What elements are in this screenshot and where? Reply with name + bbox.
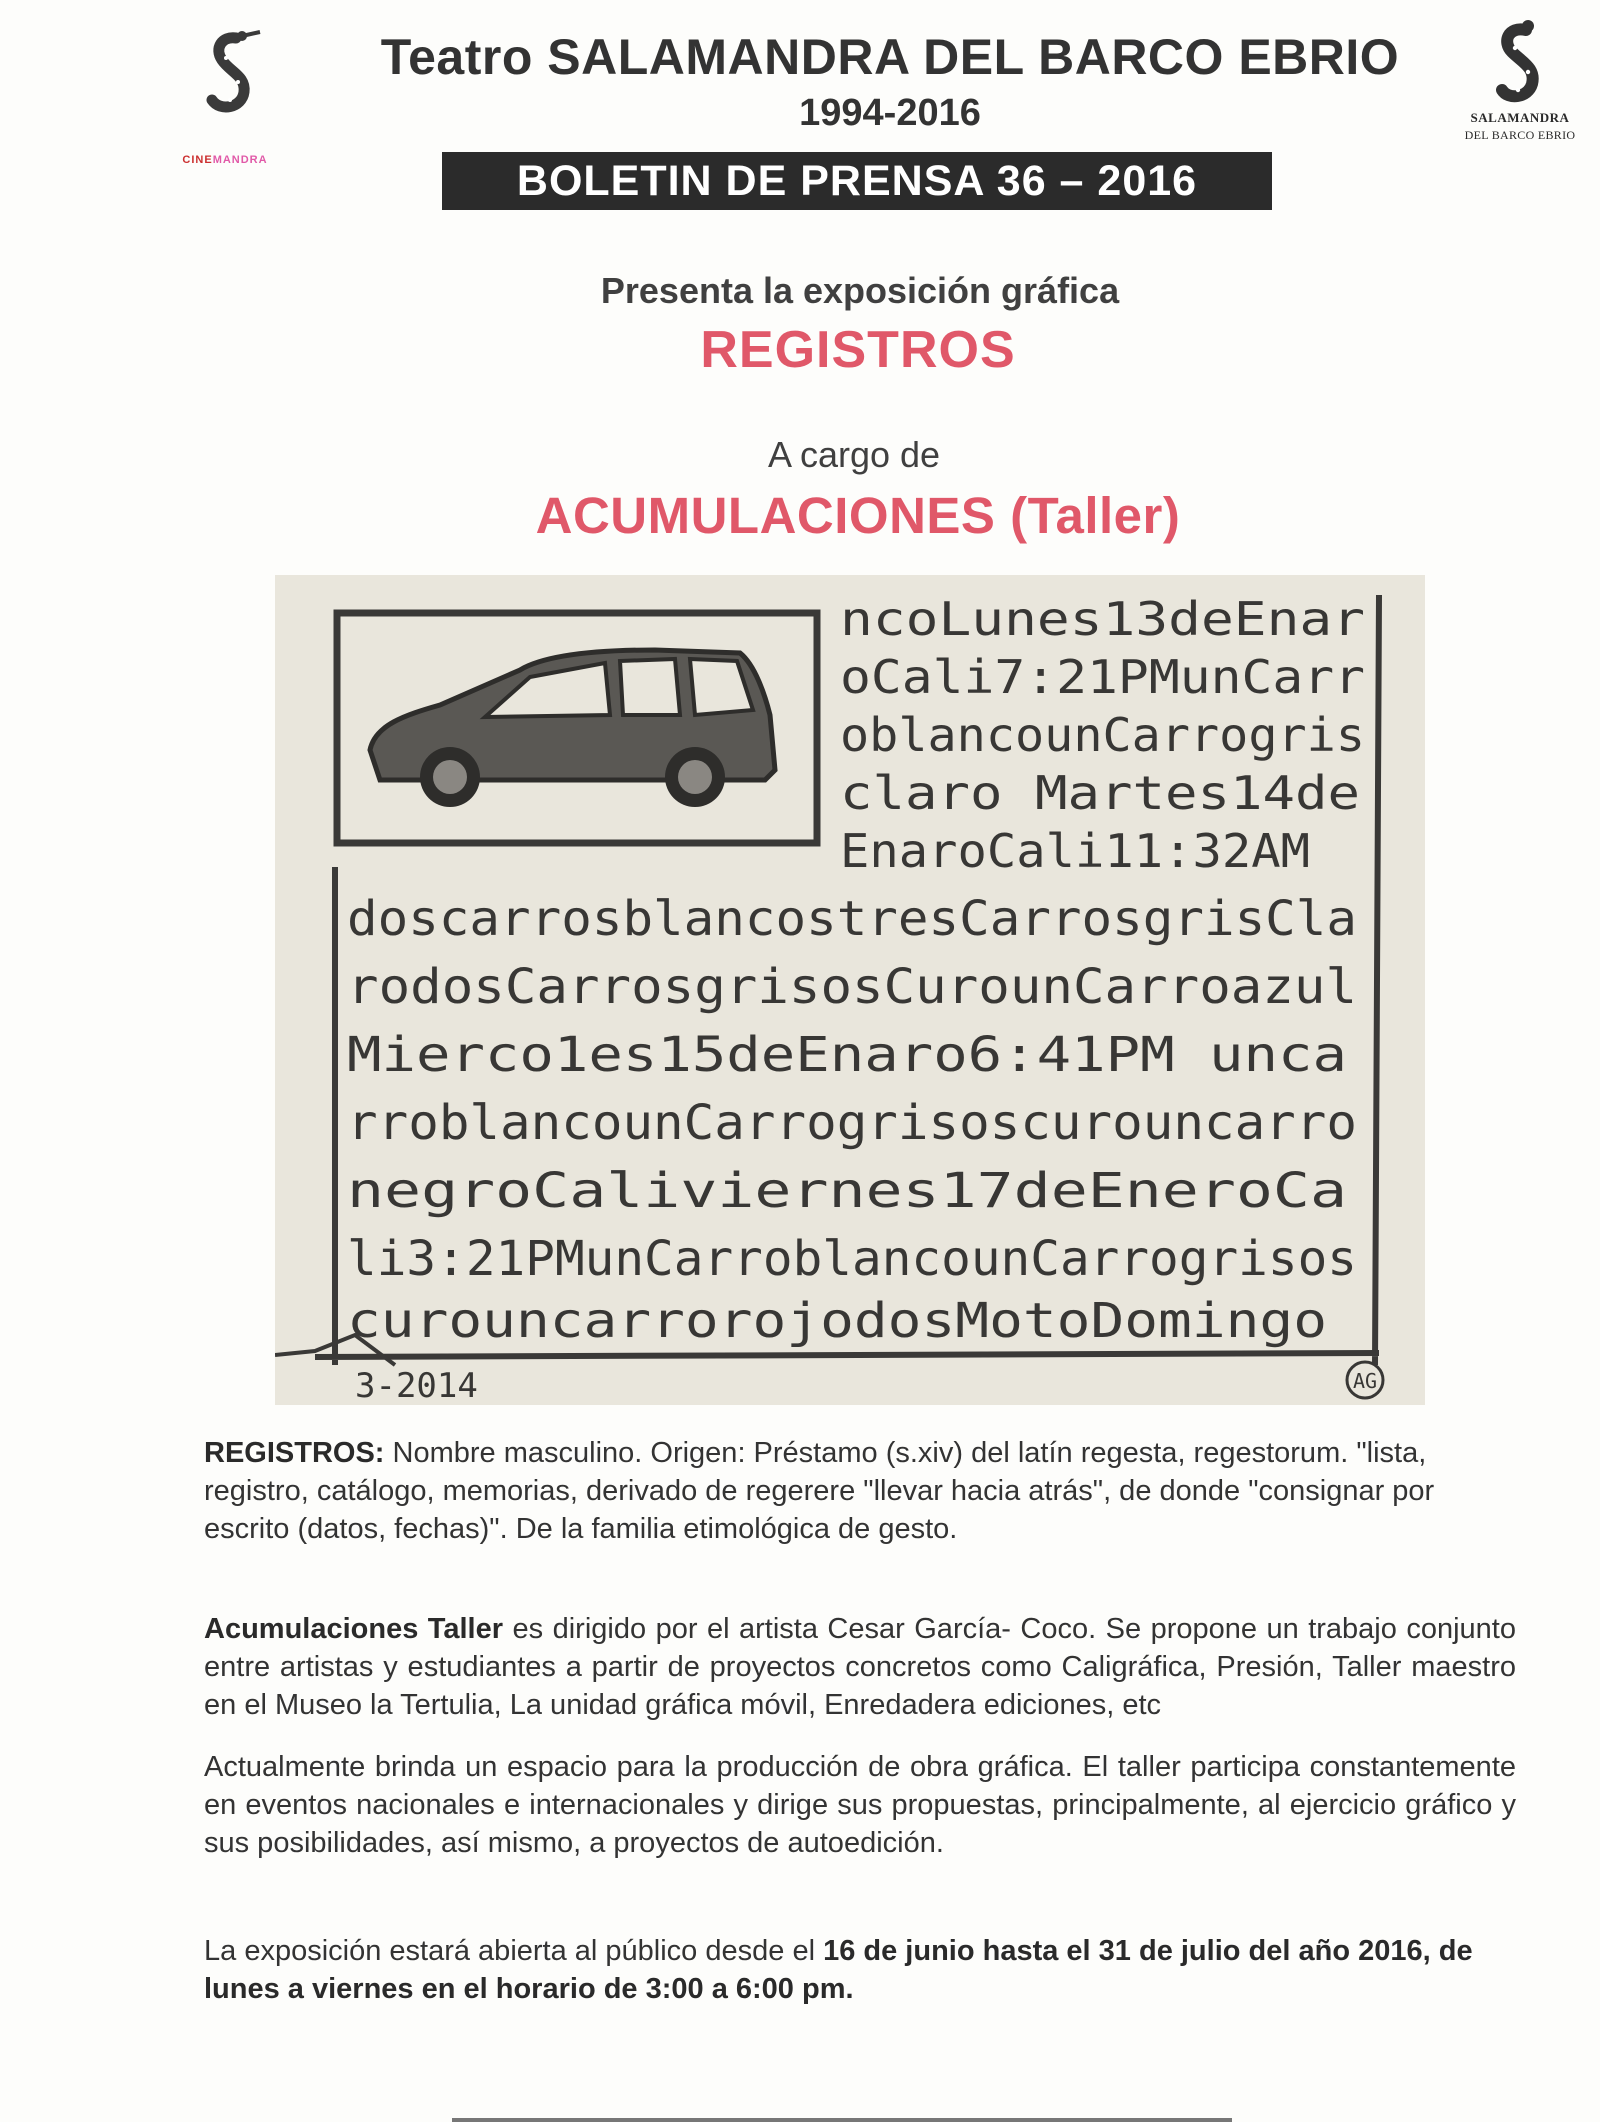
handwritten-line: oCali7:21PMunCarr <box>840 650 1365 704</box>
about-lead: Acumulaciones Taller <box>204 1613 504 1645</box>
handwritten-line: rroblancounCarrogrisoscurouncarro <box>347 1095 1357 1151</box>
definition-term: REGISTROS: <box>204 1437 385 1469</box>
handwritten-line: rodosCarrosgrisosCurounCarroazul <box>347 959 1357 1015</box>
salamandra-wordmark: SALAMANDRA <box>1470 110 1570 125</box>
artwork-date: 3-2014 <box>355 1366 478 1405</box>
current-paragraph: Actualmente brinda un espacio para la producción de obra gráfica. El taller participa constantemente en eventos nacionales e internacionales y dirige sus propuestas, principalmente, al ejercicio gráfico y sus posibilidades, así mismo, a proyectos de autoedición. <box>204 1751 1516 1859</box>
cinemandra-wordmark <box>150 154 300 166</box>
theater-years: 1994-2016 <box>799 92 981 134</box>
salamander-icon <box>202 30 262 118</box>
wordmark-part1: CINE <box>182 154 213 166</box>
monogram-text: AG <box>1353 1369 1378 1393</box>
about-text: es dirigido por el artista Cesar García- Coco. Se propone un trabajo conjunto entre artistas y estudiantes a partir de proyectos concretos como Caligráfica, Presión, Taller maestro en el Museo la Tertulia, La unidad gráfica móvil, Enredadera ediciones, etc <box>204 1613 1516 1721</box>
by-label: A cargo de <box>767 434 941 475</box>
handwritten-line: Mierco1es15deEnaro6:41PM unca <box>347 1027 1347 1083</box>
handwritten-line: li3:21PMunCarroblancounCarrogrisos <box>347 1231 1357 1287</box>
schedule-paragraph <box>204 1932 1516 2008</box>
salamander-icon <box>1490 18 1550 108</box>
schedule-dates: 16 de junio hasta el 31 de julio del año 2016, de lunes a viernes en el horario de 3:00 a 6:00 pm. <box>204 1935 1473 2005</box>
car-icon <box>370 650 775 807</box>
bulletin-banner: BOLETIN DE PRENSA 36 – 2016 <box>442 152 1272 210</box>
definition-text: Nombre masculino. Origen: Préstamo (s.xiv) del latín regesta, regestorum. "lista, registro, catálogo, memorias, derivado de regerere "llevar hacia atrás", de donde "consignar por escrito (datos, fechas)". De la familia etimológica de gesto. <box>204 1437 1435 1545</box>
monogram <box>1347 1362 1383 1398</box>
handwritten-line: curouncarrorojodosMotoDomingo <box>347 1293 1327 1349</box>
schedule-prefix: La exposición estará abierta al público desde el <box>204 1935 824 1967</box>
theater-title: Teatro SALAMANDRA DEL BARCO EBRIO <box>380 29 1400 85</box>
handwritten-line: EnaroCali11:32AM <box>840 824 1310 878</box>
artwork-drawing <box>275 575 1425 1405</box>
about-paragraph <box>204 1610 1516 1724</box>
handwritten-line: oblancounCarrogris <box>840 708 1365 762</box>
workshop-name: ACUMULACIONES (Taller) <box>535 487 1181 544</box>
presents-line: Presenta la exposición gráfica <box>600 270 1120 311</box>
definition-paragraph <box>204 1434 1516 1548</box>
cinemandra-logo <box>150 30 300 166</box>
handwritten-line: doscarrosblancostresCarrosgrisCla <box>347 891 1357 947</box>
handwritten-line: ncoLunes13deEnar <box>840 592 1365 646</box>
bottom-rule <box>452 2118 1232 2122</box>
wordmark-part2: MANDRA <box>212 154 268 166</box>
exhibition-title: REGISTROS <box>700 321 1016 379</box>
salamandra-logo <box>1450 18 1590 148</box>
handwritten-line: negroCaliviernes17deEneroCa <box>347 1163 1347 1219</box>
salamandra-subtitle: DEL BARCO EBRIO <box>1464 128 1576 142</box>
handwritten-line: claro Martes14de <box>840 766 1360 820</box>
artwork-print <box>275 575 1425 1405</box>
